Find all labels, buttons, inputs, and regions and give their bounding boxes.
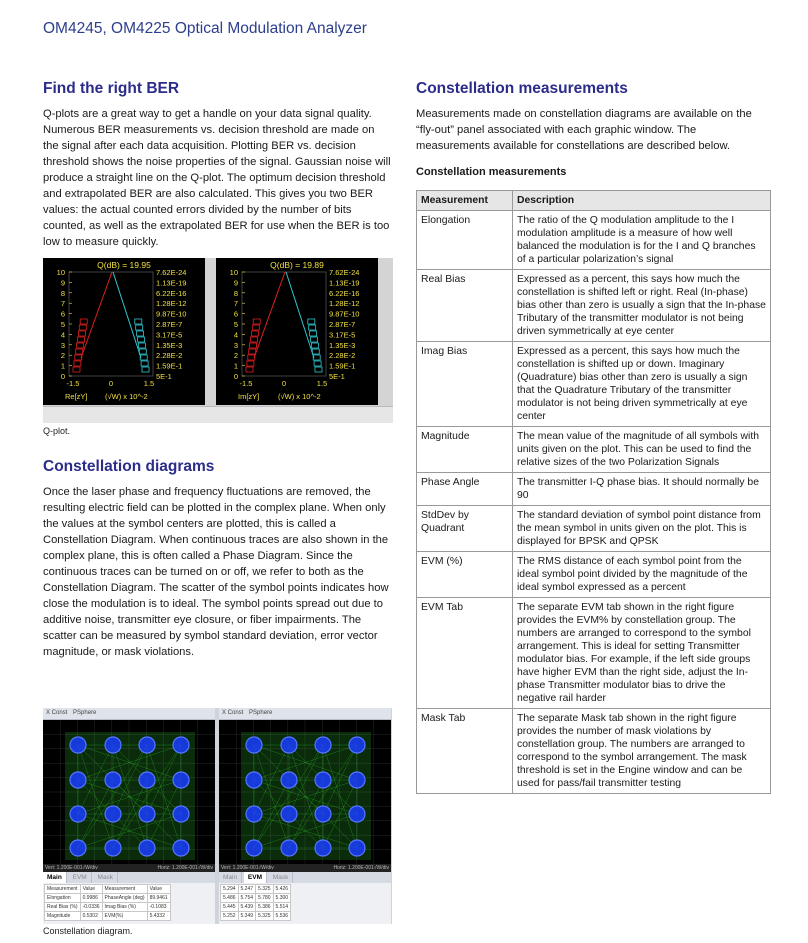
- qplot-ber-label: 1.28E-12: [329, 299, 360, 309]
- flyout-row: [45, 912, 171, 921]
- qplot-point-red: [73, 367, 80, 372]
- measurement-description: The transmitter I-Q phase bias. It should normally be 90: [513, 473, 771, 506]
- qplot-ytick: 6: [233, 309, 238, 319]
- qplot-ber-label: 2.87E-7: [329, 320, 356, 329]
- evm-row: [221, 903, 291, 912]
- qplot-ytick: 1: [233, 361, 238, 371]
- flyout-cell: -0.0336: [80, 903, 102, 912]
- qplot-ytick: 4: [233, 330, 238, 340]
- evm-cell: 5.252: [221, 912, 239, 921]
- qplot-point-cyan: [139, 349, 146, 354]
- measurement-description: Expressed as a percent, this says how much the constellation is shifted up or down. Imaginary (Quadrature) bias other than zero is usually a sign that the Quadrature Tributary of the transmitter modulator is not being driven symmetrically at eye center: [513, 342, 771, 427]
- qplot-fit-line-cyan: [286, 272, 314, 358]
- table-row: [417, 552, 771, 598]
- qplot-xtick: 1.5: [316, 379, 328, 388]
- flyout-cell: 5.4332: [147, 912, 170, 921]
- flyout-cell: 89.9461: [147, 894, 170, 903]
- qplot-ytick: 3: [233, 340, 238, 350]
- tab-mask[interactable]: Mask: [94, 872, 119, 883]
- evm-row: [221, 912, 291, 921]
- table-header-row: [417, 191, 771, 211]
- tab-main[interactable]: Main: [219, 872, 242, 883]
- constellation-figure: [43, 708, 392, 924]
- qplot-title: Q(dB) = 19.95: [97, 260, 151, 270]
- measurement-name: Mask Tab: [417, 709, 513, 794]
- flyout-cell: Magnitude: [45, 912, 81, 921]
- table-row: [417, 427, 771, 473]
- constellation-panel-main: [43, 708, 215, 924]
- constellation-plot-main: [43, 720, 215, 864]
- qplot-panel-real: [43, 258, 205, 405]
- constellation-caption: Constellation diagram.: [43, 926, 133, 936]
- qplot-xtick: 1.5: [143, 379, 155, 388]
- tab-x-const[interactable]: X Const: [46, 710, 68, 716]
- flyout-cell: 0.9986: [80, 894, 102, 903]
- evm-cell: 5.300: [273, 894, 291, 903]
- qplot-ber-label: 5E-1: [329, 372, 345, 381]
- qplot-xtick: -1.5: [66, 379, 80, 388]
- measurement-description: Expressed as a percent, this says how much the constellation is shifted left or right. Real (In-phase) bias other than zero is usually a sign that the In-phase Tributary of the transmitter modulator is not being driven symmetrically at eye center: [513, 270, 771, 342]
- table-row: [417, 270, 771, 342]
- qplot-ber-label: 2.28E-2: [329, 351, 356, 361]
- qplot-point-cyan: [142, 367, 149, 372]
- qplot-ytick: 8: [233, 288, 238, 298]
- qplot-ber-label: 1.13E-19: [156, 278, 187, 288]
- window-tab-bar: [219, 708, 391, 720]
- tab-evm[interactable]: EVM: [244, 872, 267, 883]
- qplot-point-red: [78, 331, 85, 336]
- evm-cell: 5.349: [238, 912, 256, 921]
- qplot-point-red: [77, 343, 84, 348]
- table-title: Constellation measurements: [416, 166, 567, 178]
- flyout-col-header: Value: [80, 885, 102, 894]
- table-row: [417, 709, 771, 794]
- measurement-name: StdDev by Quadrant: [417, 506, 513, 552]
- qplot-ytick: 10: [56, 268, 65, 277]
- evm-cell: 5.536: [273, 912, 291, 921]
- tab-main[interactable]: Main: [43, 872, 67, 883]
- qplot-ber-label: 3.17E-5: [156, 330, 183, 340]
- measurement-description: The RMS distance of each symbol point from the ideal symbol point divided by the magnitude of the ideal symbol expressed as a percent: [513, 552, 771, 598]
- qplot-point-cyan: [138, 337, 145, 342]
- qplot-point-cyan: [308, 319, 315, 324]
- qplot-units: (√W) x 10^-2: [278, 392, 321, 401]
- qplot-ber-label: 1.59E-1: [156, 361, 183, 371]
- main-measurement-table: [44, 884, 171, 921]
- qplot-ber-label: 1.13E-19: [329, 278, 360, 288]
- qplot-ber-label: 7.62E-24: [156, 268, 187, 277]
- measurement-name: Elongation: [417, 211, 513, 270]
- qplot-point-red: [76, 349, 83, 354]
- evm-cell: 5.439: [238, 903, 256, 912]
- evm-cell: 5.514: [273, 903, 291, 912]
- tab-evm[interactable]: EVM: [69, 872, 92, 883]
- qplot-xlabel: Re[zY]: [65, 392, 88, 401]
- evm-row: [221, 885, 291, 894]
- flyout-cell: -0.1083: [147, 903, 170, 912]
- qplot-point-red: [80, 319, 87, 324]
- page-header: OM4245, OM4225 Optical Modulation Analyzer: [43, 20, 367, 37]
- qplot-ber-label: 9.87E-10: [156, 309, 187, 319]
- measurement-name: EVM (%): [417, 552, 513, 598]
- tab-x-const[interactable]: X Const: [222, 710, 244, 716]
- flyout-tabs: [43, 872, 215, 883]
- qplot-ber-label: 3.17E-5: [329, 330, 356, 340]
- table-row: [417, 473, 771, 506]
- flyout-cell: Real Bias (%): [45, 903, 81, 912]
- qplot-ytick: 5: [233, 320, 238, 329]
- qplot-ytick: 0: [233, 372, 238, 381]
- qplot-ytick: 7: [60, 299, 65, 309]
- qplot-point-cyan: [309, 325, 316, 330]
- qplot-imag-svg: [216, 258, 378, 405]
- qplot-ytick: 0: [60, 372, 65, 381]
- qplot-ber-label: 2.87E-7: [156, 320, 183, 329]
- qplot-ber-label: 6.22E-16: [329, 288, 360, 298]
- flyout-col-header: Value: [147, 885, 170, 894]
- evm-cell: 5.386: [256, 903, 274, 912]
- qplot-title: Q(dB) = 19.89: [270, 260, 324, 270]
- evm-cell: 5.325: [256, 912, 274, 921]
- qplot-xtick: 0: [108, 379, 114, 388]
- qplot-panel-imag: [216, 258, 378, 405]
- qplot-point-cyan: [137, 331, 144, 336]
- qplot-real-svg: [43, 258, 205, 405]
- tab-psphere[interactable]: PSphere: [73, 710, 97, 716]
- qplot-ytick: 7: [233, 299, 238, 309]
- evm-cell: 5.445: [221, 903, 239, 912]
- measurement-description: The ratio of the Q modulation amplitude to the I modulation amplitude is a measure of how well balanced the modulation is for the I and Q branches of a particular polarization’s signal: [513, 211, 771, 270]
- constellation-svg-main: [43, 720, 215, 864]
- qplot-point-red: [247, 361, 254, 366]
- qplot-xlabel: Im[zY]: [238, 392, 260, 401]
- qplot-point-red: [252, 325, 259, 330]
- tab-psphere[interactable]: PSphere: [249, 710, 273, 716]
- qplot-point-cyan: [311, 337, 318, 342]
- qplot-units: (√W) x 10^-2: [105, 392, 148, 401]
- qplot-point-red: [246, 367, 253, 372]
- qplot-fit-line-red: [81, 272, 112, 358]
- evm-table: [220, 884, 291, 921]
- section-heading-ber: Find the right BER: [43, 80, 180, 97]
- measurements-intro: Measurements made on constellation diagrams are available on the “fly-out” panel associated with each graphic window. The measurements available for constellations are described below.: [416, 108, 752, 152]
- qplot-point-cyan: [314, 361, 321, 366]
- evm-cell: 5.426: [273, 885, 291, 894]
- qplot-xtick: -1.5: [239, 379, 253, 388]
- qplot-point-red: [251, 337, 258, 342]
- evm-cell: 5.486: [221, 894, 239, 903]
- qplot-point-cyan: [312, 349, 319, 354]
- constellation-svg-evm: [219, 720, 391, 864]
- qplot-point-cyan: [138, 343, 145, 348]
- qplot-status-strip: [43, 406, 393, 423]
- qplot-ytick: 1: [60, 361, 65, 371]
- window-tab-bar: [43, 708, 215, 720]
- scale-readout: [43, 864, 215, 872]
- qplot-xtick: 0: [281, 379, 287, 388]
- flyout-tabs: [219, 872, 391, 883]
- qplot-ber-label: 6.22E-16: [156, 288, 187, 298]
- flyout-cell: 0.5302: [80, 912, 102, 921]
- ber-body-text: Q-plots are a great way to get a handle on your data signal quality. Numerous BER measurements vs. decision threshold are made on the signal after each data acquisition. Plotting BER vs. decision threshold shows the noise properties of the signal. Gaussian noise will produce a straight line on the Q-plot. The optimum decision threshold and extrapolated BER are also calculated. This gives you two BER values: the actual counted errors divided by the number of bits counted, as well as the extrapolated BER for use when the BER is too low to measure quickly.: [43, 108, 391, 248]
- evm-cell: 5.754: [238, 894, 256, 903]
- flyout-cell: PhaseAngle (deg): [102, 894, 147, 903]
- qplot-ytick: 8: [60, 288, 65, 298]
- left-column: [43, 80, 393, 660]
- qplot-ber-label: 7.62E-24: [329, 268, 360, 277]
- qplot-point-red: [79, 325, 86, 330]
- qplot-point-cyan: [141, 361, 148, 366]
- flyout-cell: EVM(%): [102, 912, 147, 921]
- table-row: [417, 598, 771, 709]
- evm-cell: 5.325: [256, 885, 274, 894]
- flyout-cell: Elongation: [45, 894, 81, 903]
- qplot-point-cyan: [135, 319, 142, 324]
- measurement-name: Magnitude: [417, 427, 513, 473]
- qplot-point-red: [78, 337, 85, 342]
- evm-row: [221, 894, 291, 903]
- vert-scale: Vert: 1.200E-001√W/div: [221, 865, 274, 871]
- qplot-ytick: 3: [60, 340, 65, 350]
- section-heading-constellation: Constellation diagrams: [43, 458, 215, 475]
- flyout-col-header: Measurement: [102, 885, 147, 894]
- qplot-ber-label: 1.35E-3: [329, 340, 356, 350]
- qplot-point-red: [251, 331, 258, 336]
- qplot-point-cyan: [136, 325, 143, 330]
- qplot-point-red: [253, 319, 260, 324]
- flyout-cell: Imag Bias (%): [102, 903, 147, 912]
- qplot-point-cyan: [315, 367, 322, 372]
- col-header-description: Description: [513, 191, 771, 211]
- qplot-ber-label: 9.87E-10: [329, 309, 360, 319]
- qplot-point-cyan: [311, 343, 318, 348]
- horiz-scale: Horiz: 1.200E-001√W/div: [333, 865, 389, 871]
- measurement-description: The standard deviation of symbol point distance from the mean symbol in units given on the plot. This is displayed for BPSK and QPSK: [513, 506, 771, 552]
- qplot-ytick: 9: [233, 278, 238, 288]
- tab-mask[interactable]: Mask: [269, 872, 294, 883]
- measurement-name: EVM Tab: [417, 598, 513, 709]
- flyout-col-header: Measurement: [45, 885, 81, 894]
- flyout-row: [45, 903, 171, 912]
- qplot-point-red: [250, 343, 257, 348]
- table-row: [417, 211, 771, 270]
- qplot-fit-line-red: [254, 272, 285, 358]
- qplot-point-red: [74, 361, 81, 366]
- constellation-plot-evm: [219, 720, 391, 864]
- flyout-row: [45, 894, 171, 903]
- section-heading-measurements: Constellation measurements: [416, 80, 628, 97]
- table-row: [417, 506, 771, 552]
- right-column: [416, 80, 771, 794]
- horiz-scale: Horiz: 1.200E-001√W/div: [157, 865, 213, 871]
- table-row: [417, 342, 771, 427]
- measurement-description: The separate EVM tab shown in the right figure provides the EVM% by constellation group. The numbers are arranged to correspond to the symbol arrangement. This is ideal for setting Transmitter modulator bias. For example, if the left side groups have higher EVM than the right side, adjust the In-phase Transmitter modulator bias to drive the negative rail harder: [513, 598, 771, 709]
- evm-cell: 5.247: [238, 885, 256, 894]
- qplot-ytick: 10: [229, 268, 238, 277]
- qplot-fit-line-cyan: [113, 272, 141, 358]
- qplot-ber-label: 1.59E-1: [329, 361, 356, 371]
- qplot-ytick: 2: [60, 351, 65, 361]
- qplot-point-cyan: [310, 331, 317, 336]
- qplot-ytick: 5: [60, 320, 65, 329]
- qplot-ber-label: 1.28E-12: [156, 299, 187, 309]
- measurement-name: Imag Bias: [417, 342, 513, 427]
- measurement-description: The separate Mask tab shown in the right figure provides the number of mask violations by constellation group. The numbers are arranged to correspond to the symbol arrangement. The mask threshold is set in the Engine window and can be used for pass/fail transmitter testing: [513, 709, 771, 794]
- measurements-table: [416, 190, 771, 794]
- qplot-ytick: 9: [60, 278, 65, 288]
- qplot-figure: [43, 258, 393, 422]
- measurement-name: Real Bias: [417, 270, 513, 342]
- constellation-body-text: Once the laser phase and frequency fluctuations are removed, the resulting electric field can be plotted in the complex plane. When only the values at the symbol centers are plotted, this is called a Constellation Diagram. When continuous traces are also shown in the complex plane, this is often called a Phase Diagram. Since the continuous traces can be turned on or off, we refer to both as the Constellation Diagram. The scatter of the symbol points indicates how close the modulation is to ideal. The symbol points spread out due to additive noise, transmitter eye closure, or fiber impairments. The scatter can be measured by symbol standard deviation, error vector magnitude, or mask violations.: [43, 486, 389, 658]
- measurement-description: The mean value of the magnitude of all symbols with units given on the plot. This can be used to find the relative sizes of the two Polarization Signals: [513, 427, 771, 473]
- qplot-ber-label: 5E-1: [156, 372, 172, 381]
- qplot-ber-label: 1.35E-3: [156, 340, 183, 350]
- qplot-ytick: 6: [60, 309, 65, 319]
- vert-scale: Vert: 1.200E-001√W/div: [45, 865, 98, 871]
- qplot-ber-label: 2.28E-2: [156, 351, 183, 361]
- evm-cell: 5.294: [221, 885, 239, 894]
- qplot-ytick: 2: [233, 351, 238, 361]
- col-header-measurement: Measurement: [417, 191, 513, 211]
- scale-readout: [219, 864, 391, 872]
- measurement-name: Phase Angle: [417, 473, 513, 506]
- evm-cell: 5.780: [256, 894, 274, 903]
- qplot-caption: Q-plot.: [43, 426, 71, 436]
- qplot-ytick: 4: [60, 330, 65, 340]
- constellation-panel-evm: [219, 708, 391, 924]
- qplot-point-red: [249, 349, 256, 354]
